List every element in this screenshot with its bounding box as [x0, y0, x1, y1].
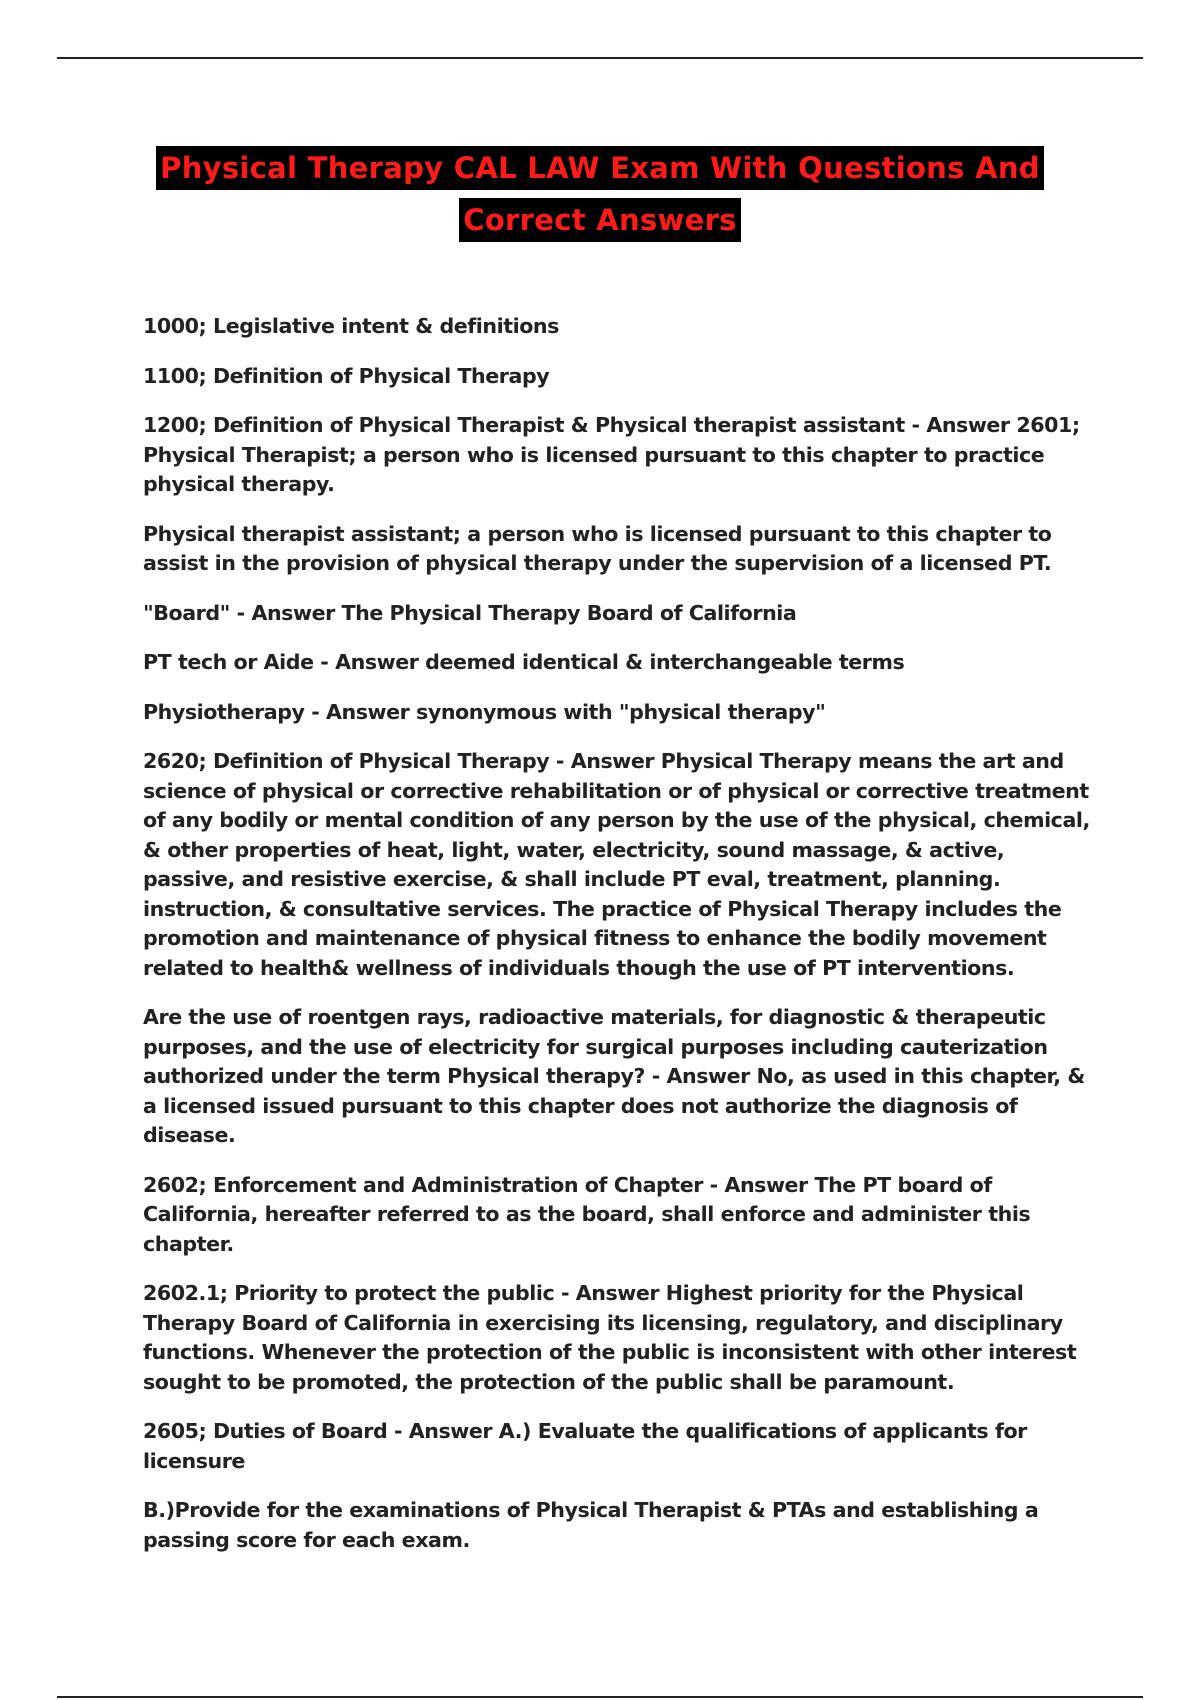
- paragraph-pt-tech-aide: PT tech or Aide - Answer deemed identical & interchangeable terms: [143, 650, 905, 674]
- title-line-2: Correct Answers: [459, 198, 741, 242]
- document-body: [143, 312, 1095, 1575]
- paragraph-pta-definition: Physical therapist assistant; a person who is licensed pursuant to this chapter to assist in the provision of physical therapy under the supervision of a licensed PT.: [143, 521, 1052, 575]
- paragraph-1000-legislative-intent: 1000; Legislative intent & definitions: [143, 314, 559, 338]
- paragraph-1200-definition-pt-pta: 1200; Definition of Physical Therapist & Physical therapist assistant - Answer 2601; Physical Therapist; a person who is licensed pursuant to this chapter to practice physical therapy.: [143, 413, 1080, 496]
- title-line-1: Physical Therapy CAL LAW Exam With Questions And: [156, 146, 1044, 190]
- paragraph-2602-enforcement: 2602; Enforcement and Administration of Chapter - Answer The PT board of California, hereafter referred to as the board, shall enforce and administer this chapter.: [143, 1172, 1031, 1256]
- paragraph-roentgen-rays: Are the use of roentgen rays, radioactive materials, for diagnostic & therapeutic purposes, and the use of electricity for surgical purposes including cauterization authorized under the term Physical therapy? - Answer No, as used in this chapter, & a licensed issued pursuant to this chapter does not authorize the diagnosis of disease.: [143, 1005, 1085, 1147]
- paragraph-2602-1-priority: 2602.1; Priority to protect the public - Answer Highest priority for the Physical Therapy Board of California in exercising its licensing, regulatory, and disciplinary functions. Whenever the protection of the public is inconsistent with other interest sought to be promoted, the protection of the public shall be paramount.: [143, 1281, 1077, 1394]
- paragraph-2605-b-examinations: B.)Provide for the examinations of Physical Therapist & PTAs and establishing a passing score for each exam.: [143, 1498, 1039, 1552]
- paragraph-board: "Board" - Answer The Physical Therapy Board of California: [143, 600, 797, 625]
- paragraph-2605-duties: 2605; Duties of Board - Answer A.) Evaluate the qualifications of applicants for licensure: [143, 1419, 1027, 1473]
- paragraph-physiotherapy: Physiotherapy - Answer synonymous with "physical therapy": [143, 699, 826, 724]
- paragraph-2620-definition: 2620; Definition of Physical Therapy - Answer Physical Therapy means the art and science of physical or corrective rehabilitation or of physical or corrective treatment of any bodily or mental condition of any person by the use of the physical, chemical, & other properties of heat, light, water, electricity, sound massage, & active, passive, and resistive exercise, & shall include PT eval, treatment, planning. instruction, & consultative services. The practice of Physical Therapy includes the promotion and maintenance of physical fitness to enhance the bodily movement related to health& wellness of individuals though the use of PT interventions.: [143, 749, 1090, 980]
- top-divider: [57, 57, 1143, 59]
- bottom-divider: [57, 1696, 1143, 1698]
- document-title: [100, 142, 1100, 246]
- paragraph-1100-definition: 1100; Definition of Physical Therapy: [143, 363, 550, 388]
